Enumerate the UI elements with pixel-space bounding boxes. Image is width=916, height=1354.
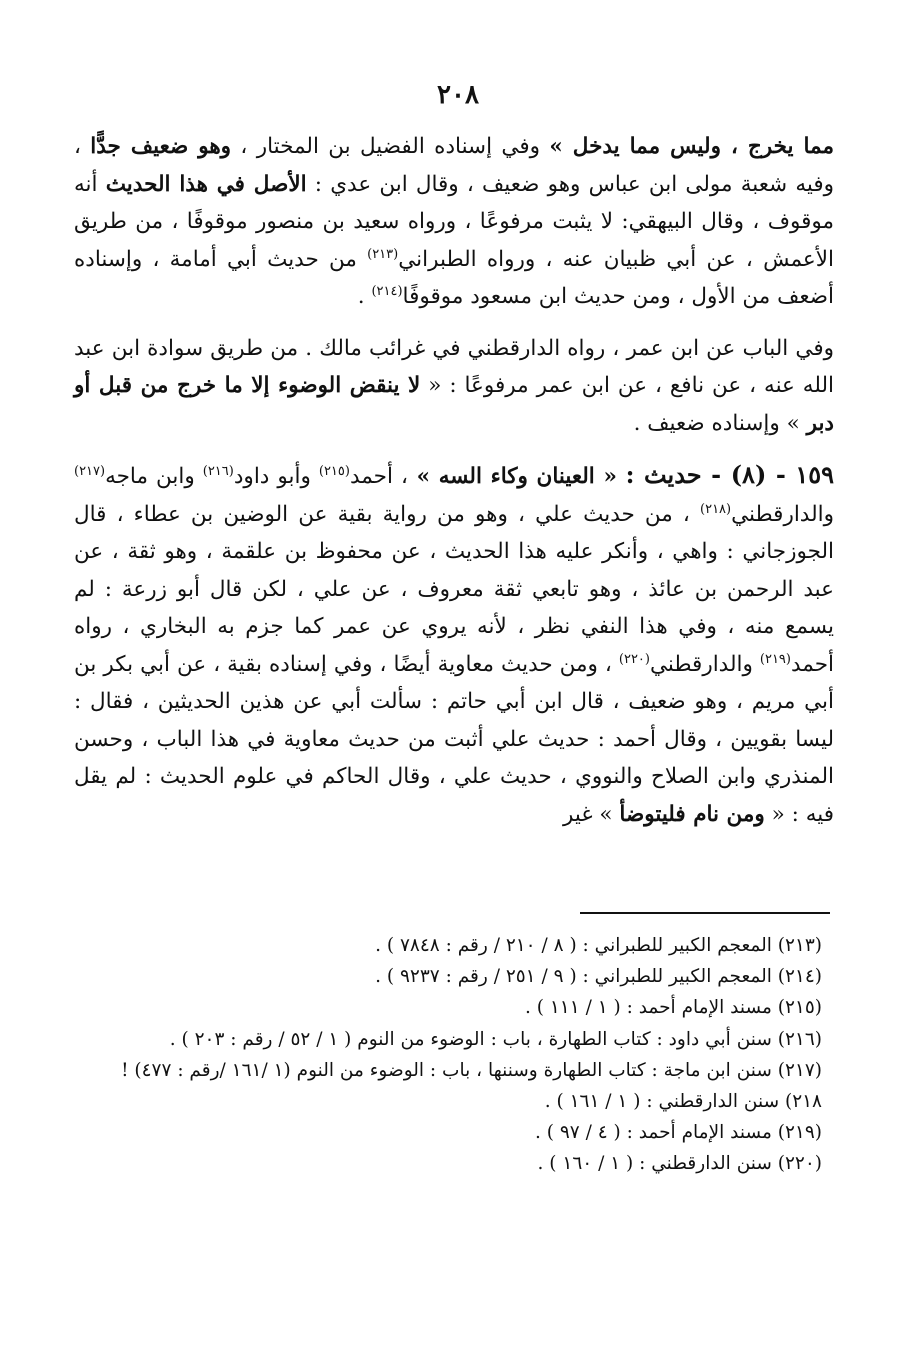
text: » غير: [563, 801, 620, 827]
footnote-ref[interactable]: (٢١٩): [759, 651, 791, 667]
footnote-ref[interactable]: (٢١٨): [700, 501, 732, 517]
text: » وإسناده ضعيف .: [633, 410, 807, 436]
footnote-216: (٢١٦) سنن أبي داود : كتاب الطهارة ، باب : الوضوء من النوم ( ١ / ٥٢ / رقم : ٢٠٣ ) .: [169, 1028, 822, 1050]
footnote-ref[interactable]: (٢١٤): [371, 283, 403, 299]
footnote-ref[interactable]: (٢١٣): [367, 246, 399, 262]
text: والدارقطني: [731, 501, 834, 527]
footnote-ref[interactable]: (٢١٧): [74, 463, 106, 479]
text: ، من حديث علي ، وهو من رواية بقية عن الوضين بن عطاء ، قال الجوزجاني : واهي ، وأنكر عليه هذا الحديث ، عن محفوظ بن علقمة ، وهو ثقة ، عن عبد الرحمن بن عائذ ، وهو تابعي ثقة معروف ، عن علي ، لكن قال أبو زرعة : لم يسمع منه ، وفي هذا النفي نظر ، لأنه يروي عن عمر كما جزم به البخاري ، رواه أحمد: [74, 501, 834, 677]
text: ، أحمد: [349, 464, 408, 489]
main-text: [74, 128, 834, 833]
footnote-218: ٢١٨) سنن الدارقطني : ( ١ / ١٦١ ) .: [544, 1091, 822, 1113]
text: وفي إسناده الفضيل بن المختار ،: [231, 134, 550, 159]
footnote-ref[interactable]: (٢١٥): [318, 463, 350, 479]
text: أنه موقوف ، وقال البيهقي: لا يثبت مرفوعًا ، ورواه سعيد بن منصور موقوفًا ، من طريق الأعمش ، عن أبي ظبيان عنه ، ورواه الطبراني: [74, 171, 834, 272]
paragraph-1: [74, 128, 834, 316]
text: ، وفيه شعبة مولى ابن عباس وهو ضعيف ، وقال ابن عدي :: [74, 134, 834, 197]
text: وأبو داود: [233, 464, 319, 489]
quote-end: مما يخرج ، وليس مما يدخل »: [549, 134, 835, 159]
page-number: ٢٠٨: [437, 80, 479, 110]
footnote-219: (٢١٩) مسند الإمام أحمد : ( ٤ / ٩٧ ) .: [534, 1122, 822, 1144]
footnote-215: (٢١٥) مسند الإمام أحمد : ( ١ / ١١١ ) .: [525, 997, 822, 1019]
paragraph-3: [74, 456, 834, 833]
footnote-213: (٢١٣) المعجم الكبير للطبراني : ( ٨ / ٢١٠ / رقم : ٧٨٤٨ ) .: [375, 935, 822, 956]
text: .: [357, 284, 372, 309]
hadith-quote: لا ينقض الوضوء إلا ما خرج من قبل أو دبر: [74, 373, 834, 436]
text: ، ومن حديث معاوية أيضًا ، وفي إسناده بقية ، عن أبي بكر بن أبي مريم ، وهو ضعيف ، قال ابن أبي حاتم : سألت أبي عن هذين الحديثين ، فقال : ليسا بقويين ، وقال أحمد : حديث علي أثبت من حديث معاوية في هذا الباب ، وحسن المنذري وابن الصلاح والنووي ، حديث علي ، وقال الحاكم في علوم الحديث : لم يقل فيه : «: [74, 651, 834, 827]
bold-phrase: وهو ضعيف جدًّا: [90, 134, 232, 159]
paragraph-2: [74, 330, 834, 443]
footnote-214: (٢١٤) المعجم الكبير للطبراني : ( ٩ / ٢٥١ / رقم : ٩٢٣٧ ) .: [375, 966, 822, 988]
footnote-ref[interactable]: (٢١٦): [202, 463, 234, 479]
text: والدارقطني: [650, 651, 760, 677]
hadith-quote: ومن نام فليتوضأ: [619, 801, 765, 827]
footnote-220: (٢٢٠) سنن الدارقطني : ( ١ / ١٦٠ ) .: [537, 1153, 822, 1175]
footnote-217: (٢١٧) سنن ابن ماجة : كتاب الطهارة وسننها ، باب : الوضوء من النوم (١ /١٦١ /رقم : ٤٧٧) !: [121, 1059, 822, 1081]
hadith-title: « العينان وكاء السه »: [407, 464, 626, 489]
hadith-number: ١٥٩ - (٨) - حديث :: [625, 460, 835, 489]
text: وابن ماجه: [105, 464, 203, 489]
footnotes-list: [60, 930, 822, 1180]
text: من حديث أبي أمامة ، وإسناده أضعف من الأول ، ومن حديث ابن مسعود موقوفًا: [74, 246, 834, 309]
footnote-divider: [580, 912, 830, 914]
bold-phrase: الأصل في هذا الحديث: [105, 171, 307, 197]
footnote-ref[interactable]: (٢٢٠): [618, 651, 650, 667]
text: وفي الباب عن ابن عمر ، رواه الدارقطني في غرائب مالك . من طريق سوادة ابن عبد الله عنه ، عن نافع ، عن ابن عمر مرفوعًا : «: [74, 335, 834, 398]
